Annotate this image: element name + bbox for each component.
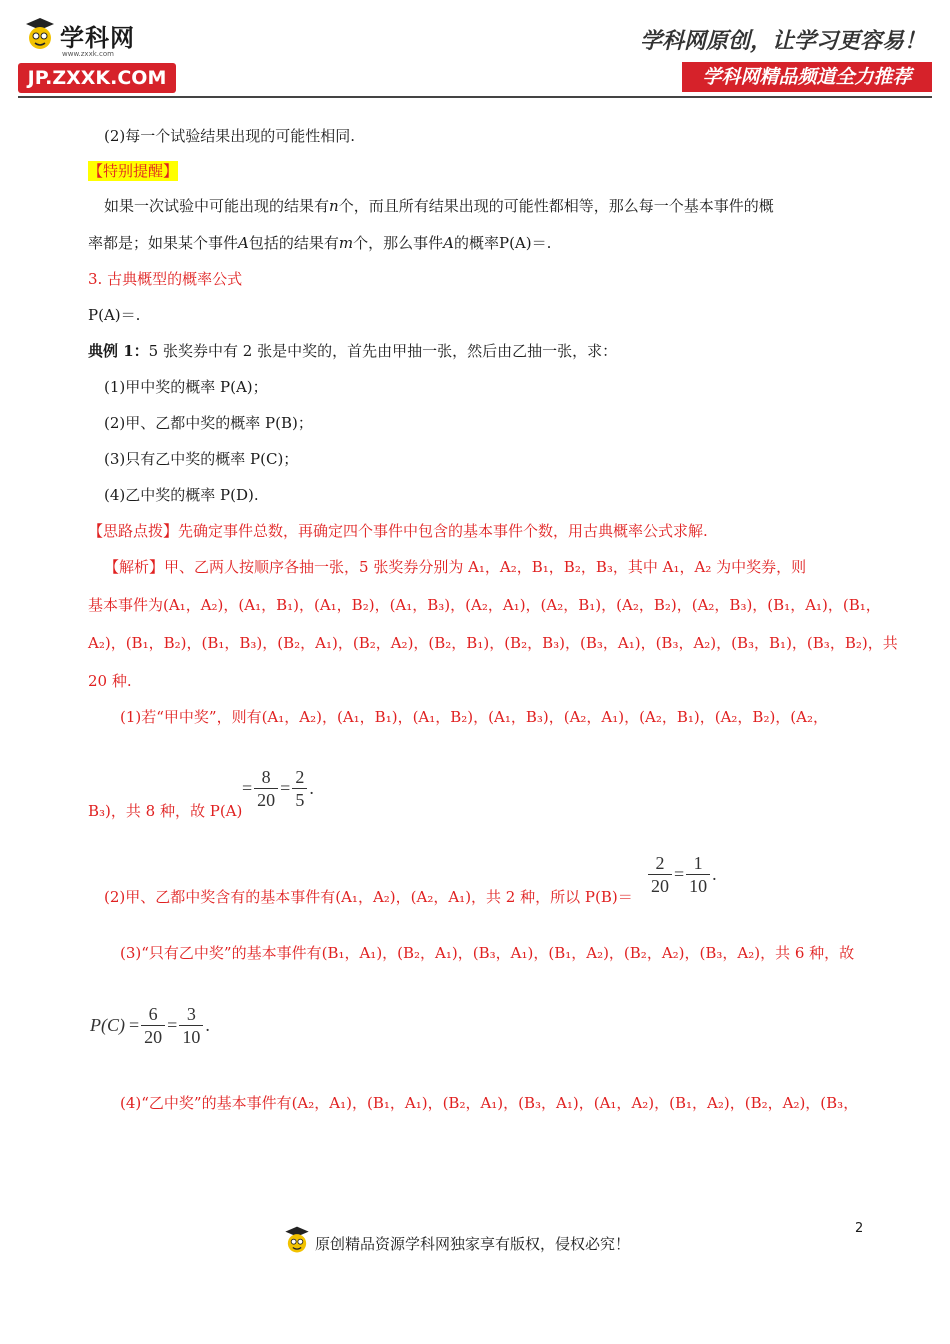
slogan: 学科网原创，让学习更容易！ [640, 28, 927, 54]
formula: P(A)＝. [88, 306, 141, 324]
condition-2: (2)每一个试验结果出现的可能性相同. [104, 127, 356, 145]
solution-line-2: 基本事件为(A₁，A₂)，(A₁，B₁)，(A₁，B₂)，(A₁，B₃)，(A₂，A₁)，(A₂，B₁)，(A₂，B₂)，(A₂，B₃)，(B₁，A₁)，(B₁， [88, 596, 881, 614]
part-1-fraction: = $\frac{8}{20}$ = $\frac{2}{5}$ . [242, 767, 314, 810]
solution-line-3: A₂)，(B₁，B₂)，(B₁，B₃)，(B₂，A₁)，(B₂，A₂)，(B₂，B₁)，(B₂，B₃)，(B₃，A₁)，(B₃，A₂)，(B₃，B₁)，(B₃，B₂)，共 [88, 634, 898, 652]
copyright-notice: 原创精品资源学科网独家享有版权，侵权必究！ [315, 1235, 631, 1253]
tip-label: 【特别提醒】 [88, 162, 179, 180]
brand-name: 学科网 [60, 24, 135, 52]
footer-mascot-icon [282, 1222, 312, 1258]
question-3: (3)只有乙中奖的概率 P(C)； [104, 450, 299, 468]
site-badge: JP.ZXXK.COM [18, 63, 176, 93]
part-2-fraction: $\frac{2}{20}$ = $\frac{1}{10}$ . [648, 852, 719, 897]
mascot-logo-icon [22, 14, 58, 54]
brand-url: www.zxxk.com [62, 50, 114, 58]
part-4-line-1: (4)“乙中奖”的基本事件有(A₂，A₁)，(B₁，A₁)，(B₂，A₁)，(B₃，A₁)，(A₁，A₂)，(B₁，A₂)，(B₂，A₂)，(B₃， [120, 1094, 859, 1112]
part-2-text: (2)甲、乙都中奖含有的基本事件有(A₁，A₂)，(A₂，A₁)，共 2 种，所以 P(B)＝ [104, 888, 633, 906]
recommend-banner: 学科网精品频道全力推荐 [682, 62, 932, 92]
part-3-line-1: (3)“只有乙中奖”的基本事件有(B₁，A₁)，(B₂，A₁)，(B₃，A₁)，(B₁，A₂)，(B₂，A₂)，(B₃，A₂)，共 6 种，故 [120, 944, 855, 962]
part-3-fraction: P(C) = $\frac{6}{20}$ = $\frac{3}{10}$ . [90, 1004, 210, 1047]
question-1: (1)甲中奖的概率 P(A)； [104, 378, 268, 396]
solution-line-1: 【解析】甲、乙两人按顺序各抽一张，5 张奖券分别为 A₁，A₂，B₁，B₂，B₃，其中 A₁，A₂ 为中奖券，则 [104, 558, 807, 576]
section-3-title: 3. 古典概型的概率公式 [88, 270, 243, 288]
hint: 【思路点拨】先确定事件总数，再确定四个事件中包含的基本事件个数，用古典概率公式求解. [88, 522, 708, 540]
page-number: 2 [855, 1221, 864, 1236]
header-divider [18, 96, 932, 98]
tip-line-1: 如果一次试验中可能出现的结果有n个，而且所有结果出现的可能性都相等，那么每一个基本事件的概 [104, 197, 774, 215]
question-2: (2)甲、乙都中奖的概率 P(B)； [104, 414, 313, 432]
question-4: (4)乙中奖的概率 P(D). [104, 486, 259, 504]
part-1-line-1: (1)若“甲中奖”，则有(A₁，A₂)，(A₁，B₁)，(A₁，B₂)，(A₁，B₃)，(A₂，A₁)，(A₂，B₁)，(A₂，B₂)，(A₂， [120, 708, 829, 726]
part-1-line-2: B₃)，共 8 种，故 P(A) [88, 802, 243, 820]
solution-line-4: 20 种. [88, 672, 132, 690]
example-1: 典例 1：5 张奖券中有 2 张是中奖的，首先由甲抽一张，然后由乙抽一张，求： [88, 342, 618, 360]
tip-line-2: 率都是；如果某个事件A包括的结果有m个，那么事件A的概率P(A)＝. [88, 234, 552, 252]
